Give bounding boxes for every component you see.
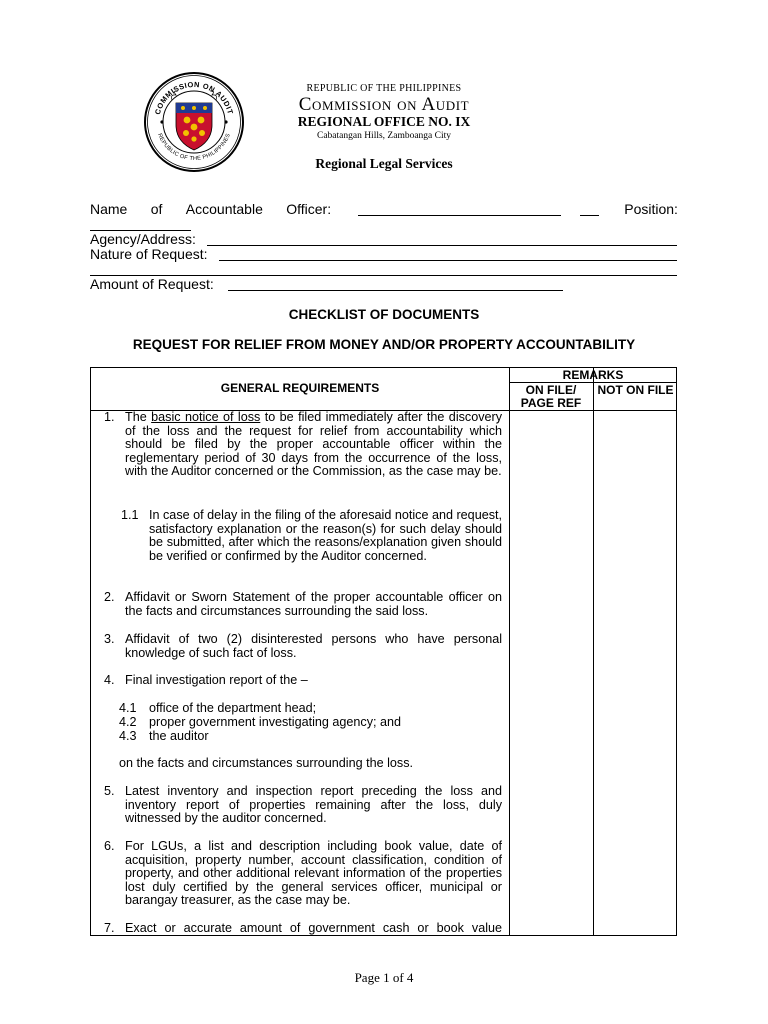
- item-4-1-text: office of the department head;: [149, 701, 317, 715]
- basic-notice-of-loss-link: basic notice of loss: [151, 410, 261, 424]
- item-7-text: Exact or accurate amount of government cash or book value: [125, 921, 502, 935]
- amount-input-line[interactable]: [228, 290, 563, 291]
- item-4-3-number: 4.3: [119, 729, 137, 743]
- item-4-3-text: the auditor: [149, 729, 209, 743]
- item-4-2-number: 4.2: [119, 715, 137, 729]
- name-input-line[interactable]: [358, 215, 561, 216]
- item-4-2-text: proper government investigating agency; and: [149, 715, 402, 729]
- checklist-table: [90, 367, 677, 936]
- item-4-text: Final investigation report of the –: [125, 673, 308, 687]
- item-1-1-number: 1.1: [121, 508, 139, 522]
- item-3-number: 3.: [104, 632, 115, 646]
- agency-name: Commission on Audit: [298, 94, 470, 115]
- item-1-number: 1.: [104, 410, 115, 424]
- item-7-number: 7.: [104, 921, 115, 935]
- unit-name: Regional Legal Services: [315, 156, 453, 171]
- page-number: Page 1 of 4: [354, 970, 414, 985]
- col-header-not-on-file: NOT ON FILE: [597, 383, 674, 397]
- request-title: REQUEST FOR RELIEF FROM MONEY AND/OR PROPERTY ACCOUNTABILITY: [132, 337, 636, 352]
- seal-text-bottom: REPUBLIC OF THE PHILIPPINES: [156, 132, 232, 163]
- item-1-text: The basic notice of loss to be filed immediately after the discovery of the loss and the request for relief from accountability which should be filed by the proper accountable officer within the reglementary period of 30 days from the occurrence of the loss, with the Auditor concerned or the Commission, as the case may be.: [125, 410, 503, 479]
- nature-label: Nature of Request:: [90, 246, 208, 262]
- col-header-on-file: ON FILE/ PAGE REF: [520, 383, 582, 410]
- item-6-number: 6.: [104, 839, 115, 853]
- checklist-title: CHECKLIST OF DOCUMENTS: [288, 307, 480, 322]
- amount-label: Amount of Request:: [90, 276, 214, 292]
- item-2-number: 2.: [104, 590, 115, 604]
- name-input-line-extra[interactable]: [580, 215, 599, 216]
- coa-seal-logo: [142, 70, 246, 174]
- seal-text-top: COMMISSION ON AUDIT: [152, 79, 236, 116]
- republic-heading: REPUBLIC OF THE PHILIPPINES: [306, 83, 462, 94]
- item-2-text: Affidavit or Sworn Statement of the proper accountable officer on the facts and circumstances surrounding the said loss.: [125, 590, 502, 618]
- item-5-text: Latest inventory and inspection report preceding the loss and inventory report of properties remaining after the loss, duly witnessed by the auditor concerned.: [125, 784, 502, 826]
- item-4-1-number: 4.1: [119, 701, 137, 715]
- agency-input-line[interactable]: [207, 245, 677, 246]
- item-5-number: 5.: [104, 784, 115, 798]
- col-header-remarks: REMARKS: [562, 368, 624, 382]
- agency-label: Agency/Address:: [90, 231, 196, 247]
- item-1-1-text: In case of delay in the filing of the aforesaid notice and request, satisfactory explanation or the reason(s) for such delay should be submitted, after which the reasons/explanation given should be verified or confirmed by the Auditor concerned.: [149, 508, 502, 563]
- item-4-after-text: on the facts and circumstances surrounding the loss.: [119, 756, 414, 770]
- name-label-row: Name of Accountable Officer: Position:: [90, 201, 678, 217]
- item-6-text: For LGUs, a list and description including book value, date of acquisition, property number, account classification, condition of property, and other additional relevant information of the properties lost duly certified by the general services officer, municipal or barangay treasurer, as the case may be.: [125, 839, 502, 908]
- regional-office: REGIONAL OFFICE NO. IX: [297, 114, 471, 129]
- office-address: Cabatangan Hills, Zamboanga City: [316, 131, 452, 141]
- item-4-number: 4.: [104, 673, 115, 687]
- item-3-text: Affidavit of two (2) disinterested persons who have personal knowledge of such fact of loss.: [125, 632, 502, 660]
- nature-input-line[interactable]: [219, 260, 677, 261]
- col-header-requirements: GENERAL REQUIREMENTS: [220, 381, 380, 395]
